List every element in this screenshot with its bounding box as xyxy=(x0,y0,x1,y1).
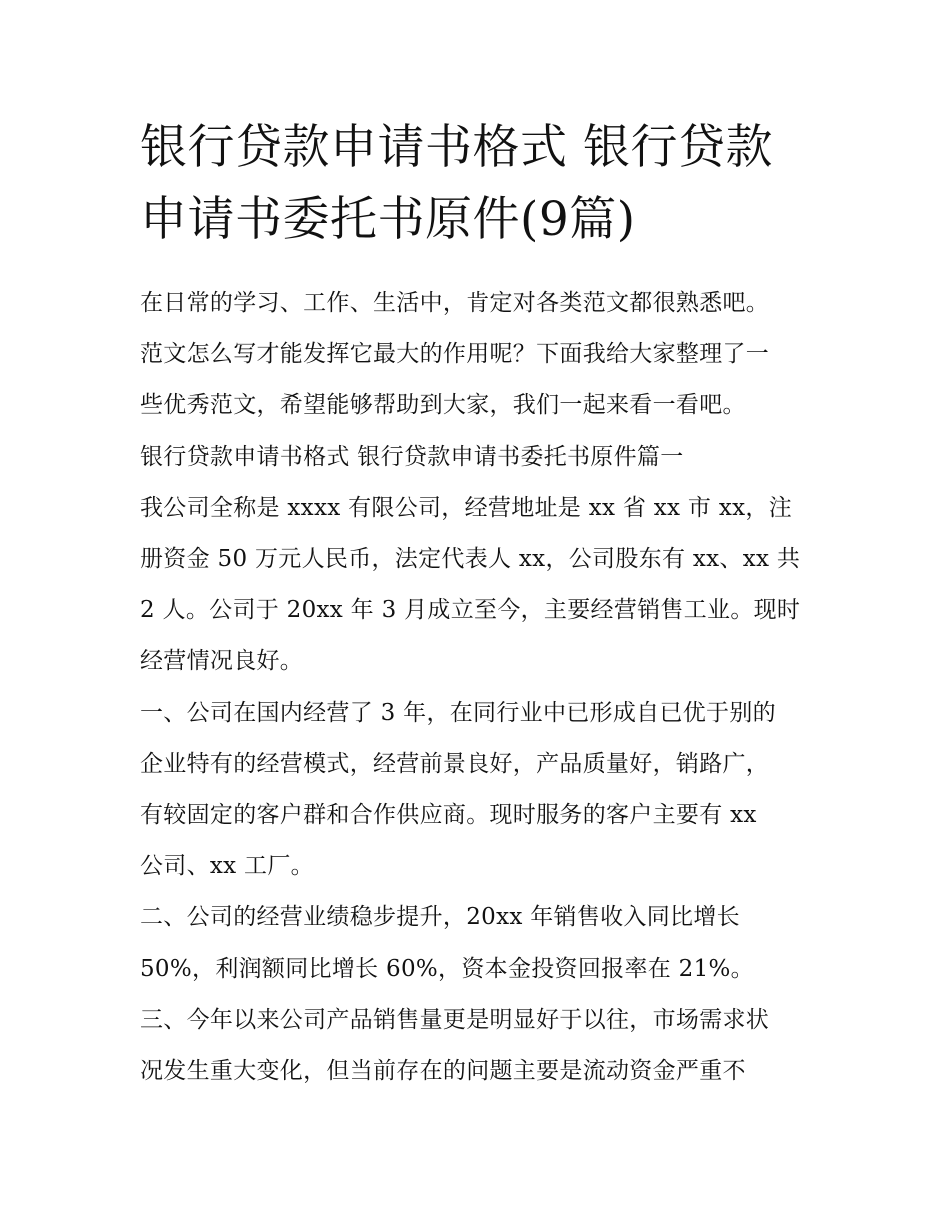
body-line: 企业特有的经营模式，经营前景良好，产品质量好，销路广， xyxy=(140,750,770,777)
body-line: 范文怎么写才能发挥它最大的作用呢？下面我给大家整理了一 xyxy=(140,341,770,368)
body-line: 三、今年以来公司产品销售量更是明显好于以往，市场需求状 xyxy=(140,1006,770,1033)
body-line: 二、公司的经营业绩稳步提升，20xx 年销售收入同比增长 xyxy=(140,904,740,931)
body-line: 些优秀范文，希望能够帮助到大家，我们一起来看一看吧。 xyxy=(140,392,746,419)
body-line: 册资金 50 万元人民币，法定代表人 xx，公司股东有 xx、xx 共 xyxy=(140,546,801,573)
body-line: 2 人。公司于 20xx 年 3 月成立至今，主要经营销售工业。现时 xyxy=(140,597,801,624)
document-title xyxy=(140,112,840,256)
document-body xyxy=(140,278,840,1097)
body-line: 在日常的学习、工作、生活中，肯定对各类范文都很熟悉吧。 xyxy=(140,290,770,316)
body-line: 况发生重大变化，但当前存在的问题主要是流动资金严重不 xyxy=(140,1058,746,1085)
title-line: 申请书委托书原件(9篇) xyxy=(140,192,636,247)
body-line: 经营情况良好。 xyxy=(140,648,304,675)
body-line: 公司、xx 工厂。 xyxy=(140,853,314,880)
title-line: 银行贷款申请书格式 银行贷款 xyxy=(140,120,773,175)
body-line: 我公司全称是 xxxx 有限公司，经营地址是 xx 省 xx 市 xx，注 xyxy=(140,494,792,521)
body-line: 50%，利润额同比增长 60%，资本金投资回报率在 21%。 xyxy=(140,955,754,982)
section-heading: 银行贷款申请书格式 银行贷款申请书委托书原件篇一 xyxy=(140,443,684,470)
body-line: 一、公司在国内经营了 3 年，在同行业中已形成自已优于别的 xyxy=(140,699,776,726)
body-line: 有较固定的客户群和合作供应商。现时服务的客户主要有 xx xyxy=(140,802,757,829)
